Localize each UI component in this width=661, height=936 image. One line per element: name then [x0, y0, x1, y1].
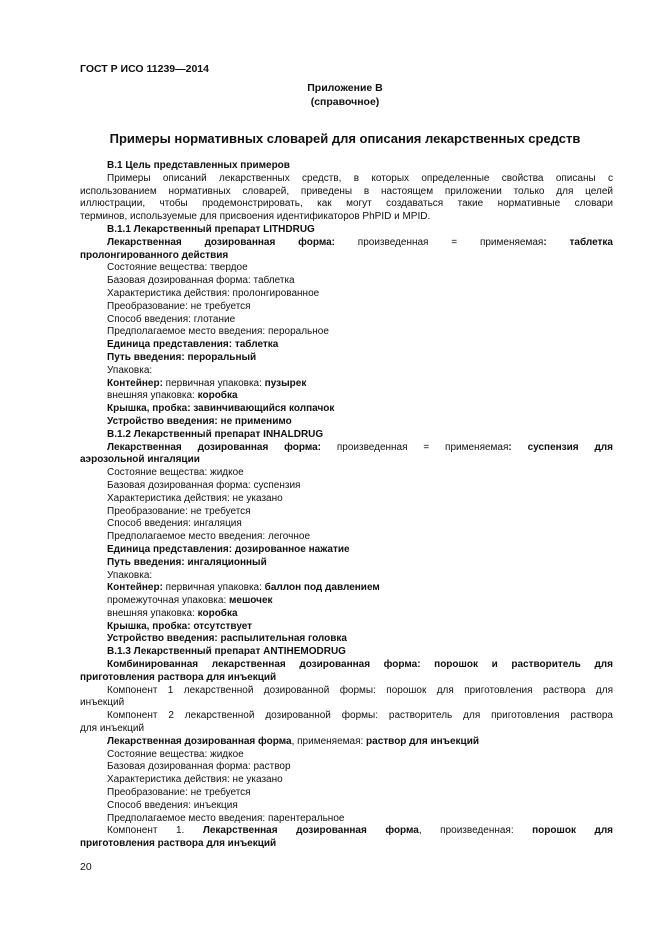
component-form-continuation: приготовления раствора для инъекций: [80, 838, 277, 850]
property-line: Преобразование: не требуется: [107, 300, 251, 312]
property-line: Преобразование: не требуется: [107, 505, 251, 517]
combined-form-line: Комбинированная лекарственная дозированная форма: порошок и растворитель для: [107, 659, 613, 671]
component-continuation: для инъекций: [80, 723, 145, 735]
document-title: Примеры нормативных словарей для описания лекарственных средств: [109, 131, 581, 146]
property-line: Контейнер: первичная упаковка: баллон под давлением: [107, 582, 380, 594]
page-number: 20: [80, 861, 92, 873]
section-heading-b12: В.1.2 Лекарственный препарат INHALDRUG: [107, 428, 324, 440]
property-line: Упаковка:: [107, 364, 153, 376]
property-line: Единица представления: дозированное нажатие: [107, 543, 350, 555]
property-line: Предполагаемое место введения: легочное: [107, 531, 311, 543]
property-line: Базовая дозированная форма: таблетка: [107, 275, 295, 287]
property-line: Способ введения: глотание: [107, 313, 236, 325]
component-continuation: инъекций: [80, 697, 125, 709]
component-line: Компонент 1 лекарственной дозированной формы: порошок для приготовления раствора для: [107, 684, 613, 696]
property-line: Характеристика действия: не указано: [107, 492, 283, 504]
property-line: Преобразование: не требуется: [107, 787, 251, 799]
property-line: Крышка, пробка: отсутствует: [107, 620, 253, 632]
property-line: Базовая дозированная форма: раствор: [107, 761, 291, 773]
appendix-title: Приложение В: [307, 82, 383, 94]
section-heading-b1: В.1 Цель представленных примеров: [107, 160, 290, 171]
property-line: Путь введения: ингаляционный: [107, 556, 267, 568]
property-line: Состояние вещества: жидкое: [107, 467, 244, 479]
property-line: Контейнер: первичная упаковка: пузырек: [107, 377, 307, 389]
dosage-form-line: Лекарственная дозированная форма, применяемая: раствор для инъекций: [107, 735, 479, 747]
dosage-form-line: Лекарственная дозированная форма: произведенная = применяемая: таблетка: [107, 236, 613, 248]
property-line: Способ введения: ингаляция: [107, 518, 242, 530]
property-line: Единица представления: таблетка: [107, 339, 279, 351]
property-line: Устройство введения: распылительная головка: [107, 633, 347, 645]
property-line: промежуточная упаковка: мешочек: [107, 595, 273, 607]
component-form-line: Компонент 1. Лекарственная дозированная форма, произведенная: порошок для: [107, 825, 614, 837]
dosage-form-continuation: аэрозольной ингаляции: [80, 454, 200, 466]
property-line: Предполагаемое место введения: парентеральное: [107, 812, 345, 824]
combined-form-continuation: приготовления раствора для инъекций: [80, 671, 277, 683]
document-body: [80, 160, 613, 851]
property-line: Характеристика действия: не указано: [107, 774, 283, 786]
property-line: Упаковка:: [107, 569, 153, 581]
property-line: Устройство введения: не применимо: [107, 415, 292, 427]
property-line: внешняя упаковка: коробка: [107, 390, 238, 402]
paragraph-line: иллюстрации, чтобы продемонстрировать, как могут создаваться такие нормативные словари: [80, 198, 613, 210]
property-line: Характеристика действия: пролонгированное: [107, 287, 320, 299]
appendix-type: (справочное): [310, 96, 380, 108]
property-line: Способ введения: инъекция: [107, 799, 238, 811]
component-line: Компонент 2 лекарственной дозированной формы: растворитель для приготовления раствора: [107, 710, 613, 722]
section-heading-b13: В.1.3 Лекарственный препарат ANTIHEMODRUG: [107, 646, 346, 658]
paragraph-line: использованием нормативных словарей, приведены в настоящем приложении только для целей: [80, 185, 613, 197]
dosage-form-continuation: пролонгированного действия: [80, 249, 229, 261]
property-line: Крышка, пробка: завинчивающийся колпачок: [107, 403, 335, 415]
section-heading-b11: В.1.1 Лекарственный препарат LITHDRUG: [107, 223, 315, 235]
paragraph-line: Примеры описаний лекарственных средств, в которых определенные свойства описаны с: [107, 172, 613, 184]
paragraph-line: терминов, используемые для присвоения идентификаторов PhPID и MPID.: [80, 211, 431, 223]
property-line: Состояние вещества: жидкое: [107, 748, 244, 760]
standard-header: ГОСТ Р ИСО 11239—2014: [80, 63, 209, 75]
property-line: Состояние вещества: твердое: [107, 262, 248, 274]
property-line: Предполагаемое место введения: пероральное: [107, 326, 329, 338]
property-line: Путь введения: пероральный: [107, 351, 257, 363]
property-line: Базовая дозированная форма: суспензия: [107, 479, 301, 491]
dosage-form-line: Лекарственная дозированная форма: произведенная = применяемая: суспензия для: [107, 441, 613, 453]
property-line: внешняя упаковка: коробка: [107, 607, 238, 619]
